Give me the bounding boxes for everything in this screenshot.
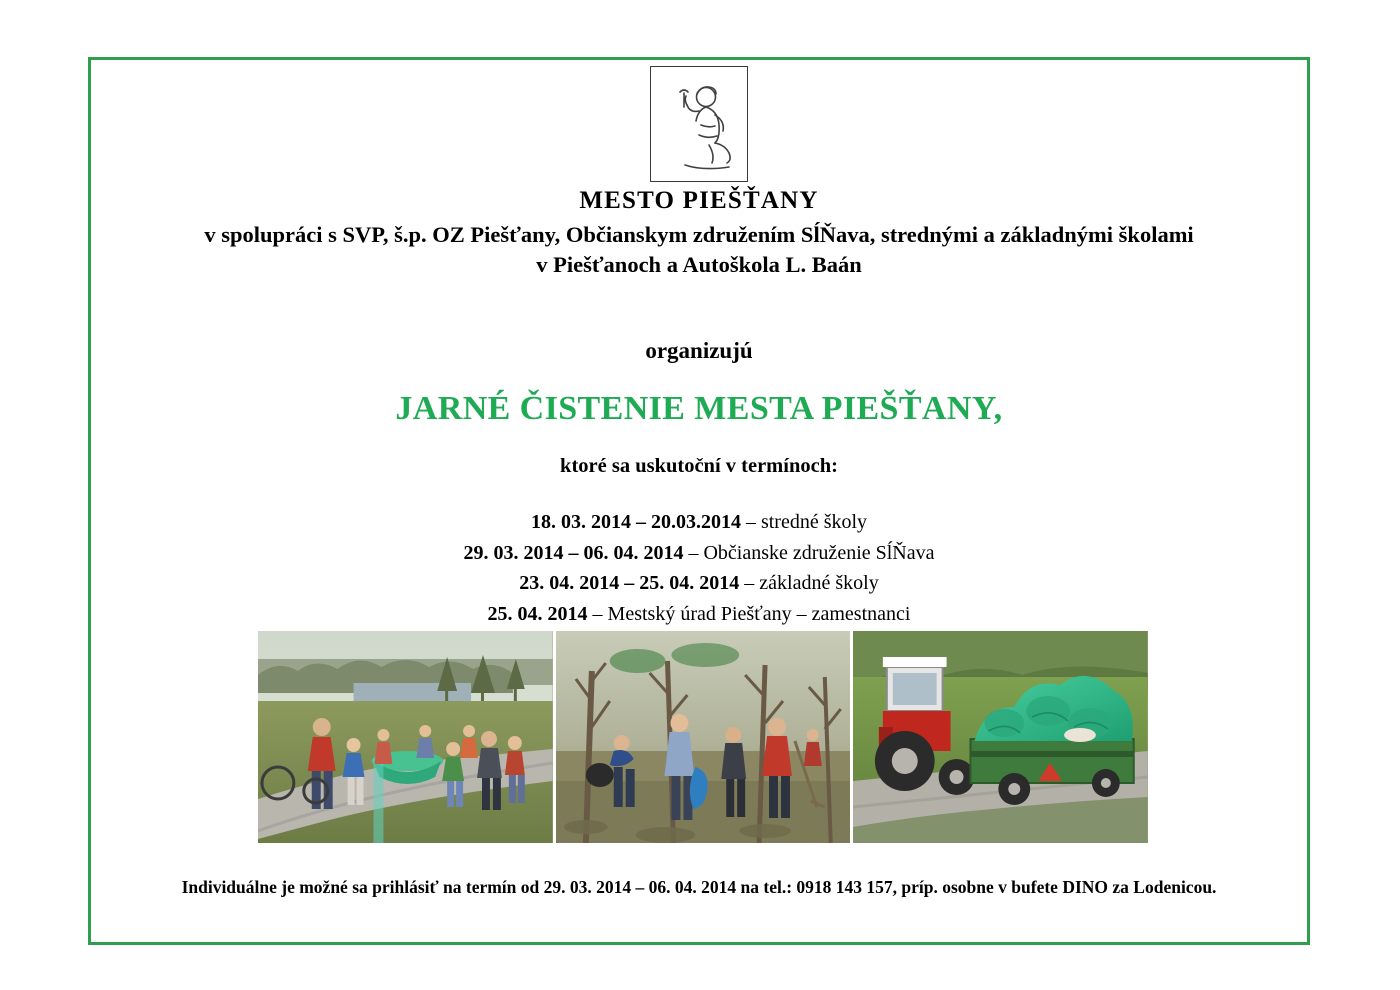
organize-label: organizujú [645, 338, 753, 363]
list-item [91, 538, 1307, 569]
cooperation-text [91, 220, 1307, 280]
list-item [91, 599, 1307, 630]
cooperation-line-1: v spolupráci s SVP, š.p. OZ Piešťany, Občianskym združením SĺŇava, strednými a základnými školami [204, 222, 1194, 247]
list-item [91, 568, 1307, 599]
term-date: 25. 04. 2014 [487, 602, 588, 625]
term-participants: – základné školy [744, 572, 879, 594]
piestany-coat-of-arms-icon [650, 66, 748, 182]
term-date: 29. 03. 2014 – 06. 04. 2014 [463, 541, 684, 564]
cooperation-line-2: v Piešťanoch a Autoškola L. Baán [536, 252, 862, 277]
term-participants: – Mestský úrad Piešťany – zamestnanci [592, 602, 911, 625]
photo-children-with-green-bin [258, 631, 553, 843]
event-headline: JARNÉ ČISTENIE MESTA PIEŠŤANY, [395, 390, 1003, 427]
term-date: 18. 03. 2014 – 20.03.2014 [530, 511, 741, 533]
list-item [91, 507, 1307, 538]
terms-intro: ktoré sa uskutoční v termínoch: [560, 455, 838, 477]
terms-list [91, 507, 1307, 629]
registration-note: Individuálne je možné sa prihlásiť na termín od 29. 03. 2014 – 06. 04. 2014 na tel.: 0918 143 157, príp. osobne v bufete DINO za Lodenicou. [181, 877, 1217, 897]
photo-volunteers-collecting-litter [556, 631, 851, 843]
poster-page [88, 57, 1310, 945]
photo-strip [258, 631, 1148, 843]
coat-of-arms [650, 66, 748, 182]
term-participants: – stredné školy [745, 511, 868, 533]
term-date: 23. 04. 2014 – 25. 04. 2014 [519, 572, 740, 594]
term-participants: – Občianske združenie SĺŇava [688, 541, 935, 564]
photo-tractor-trailer-green-bags [853, 631, 1148, 843]
city-title: MESTO PIEŠŤANY [579, 187, 819, 214]
